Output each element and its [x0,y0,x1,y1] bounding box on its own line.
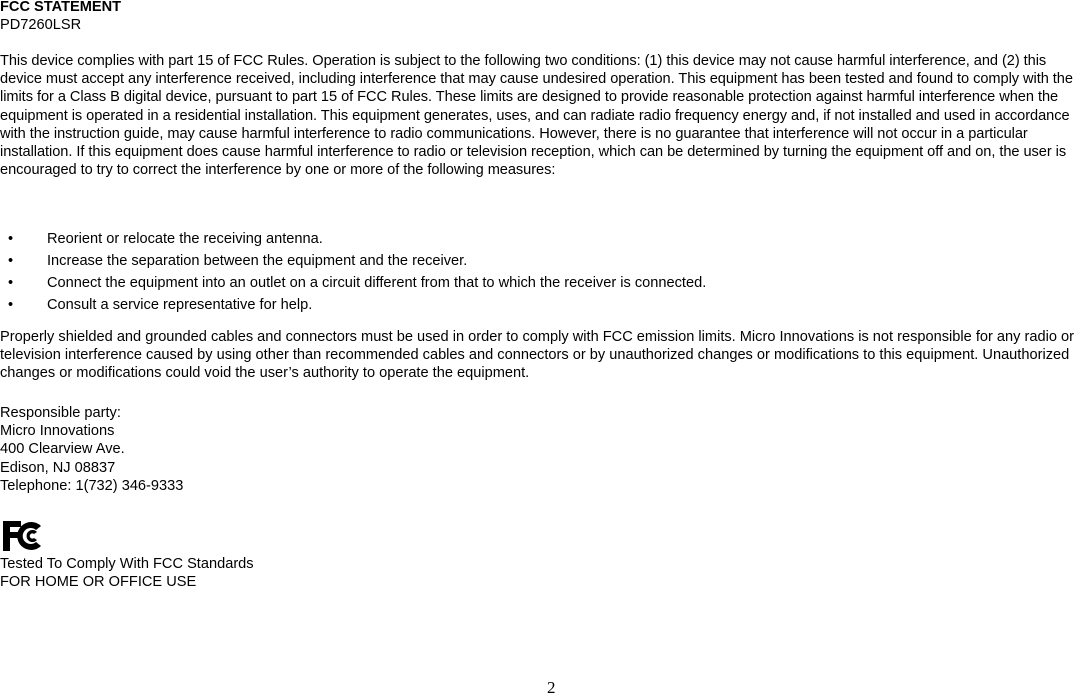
page-number: 2 [547,678,556,697]
list-item [0,274,706,296]
list-item-text: Increase the separation between the equipment and the receiver. [47,253,468,269]
bullet-icon: • [8,275,14,291]
bullet-icon: • [8,253,14,269]
responsible-party-block [0,404,183,495]
city-address: Edison, NJ 08837 [0,459,116,476]
list-item-text: Reorient or relocate the receiving antenna. [47,231,323,247]
list-item-text: Connect the equipment into an outlet on a circuit different from that to which the receiver is connected. [47,275,707,291]
street-address: 400 Clearview Ave. [0,441,125,458]
bullet-icon: • [8,231,14,247]
measures-list [0,230,706,318]
company-name: Micro Innovations [0,423,115,440]
cables-paragraph: Properly shielded and grounded cables and connectors must be used in order to comply with FCC emission limits. Micro Innovations is not responsible for any radio or television interference caused by using other than recommended cables and connectors or by unauthorized changes or modifications to this equipment. Unauthorized changes or modifications could void the user’s authority to operate the equipment. [0,329,1074,382]
compliance-line-1: Tested To Comply With FCC Standards [0,556,254,572]
fcc-logo-icon [1,518,43,552]
list-item [0,252,706,274]
model-number: PD7260LSR [0,17,82,33]
list-item [0,230,706,252]
page-title: FCC STATEMENT [0,0,122,15]
intro-paragraph: This device complies with part 15 of FCC Rules. Operation is subject to the following two conditions: (1) this device may not cause harmful interference, and (2) this device must accept any interference received, including interference that may cause undesired operation. This equipment has been tested and found to comply with the limits for a Class B digital device, pursuant to part 15 of FCC Rules. These limits are designed to provide reasonable protection against harmful interference when the equipment is operated in a residential installation. This equipment generates, uses, and can radiate radio frequency energy and, if not installed and used in accordance with the instruction guide, may cause harmful interference to radio communications. However, there is no guarantee that interference will not occur in a particular installation. If this equipment does cause harmful interference to radio or television reception, which can be determined by turning the equipment off and on, the user is encouraged to try to correct the interference by one or more of the following measures: [0,53,1073,179]
bullet-icon: • [8,297,14,313]
compliance-line-2: FOR HOME OR OFFICE USE [0,574,197,591]
list-item-text: Consult a service representative for help. [47,297,313,313]
responsible-party-label: Responsible party: [0,405,121,421]
telephone: Telephone: 1(732) 346-9333 [0,477,184,494]
compliance-block [0,555,254,591]
list-item [0,296,706,318]
